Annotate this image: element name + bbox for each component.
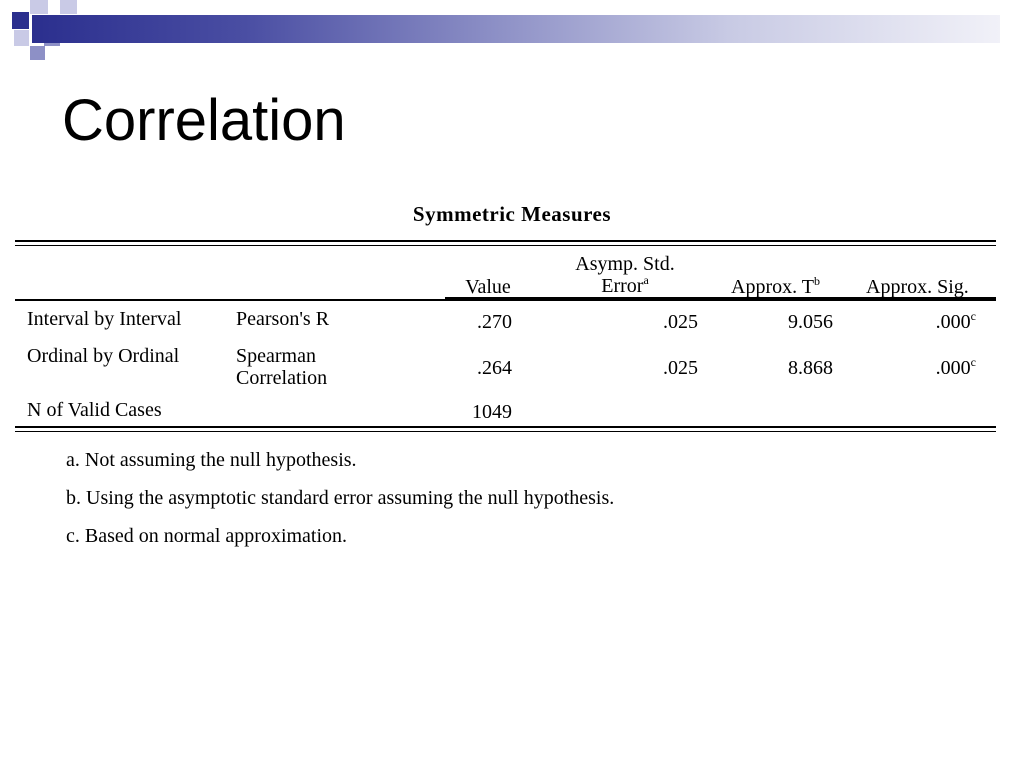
cell-approx-t: 9.056 bbox=[788, 311, 833, 333]
decor-square-light bbox=[14, 30, 29, 46]
footnote-c: c. Based on normal approximation. bbox=[66, 525, 348, 547]
row-measure-label-line2: Correlation bbox=[236, 367, 328, 389]
header-value: Value bbox=[465, 276, 511, 298]
header-asymp-error: Error$^a$ bbox=[601, 273, 649, 297]
header-gradient-bar bbox=[32, 15, 1000, 43]
cell-asymp-error: .025 bbox=[663, 357, 698, 379]
row-group-label: N of Valid Cases bbox=[27, 399, 162, 421]
decor-square-light bbox=[30, 0, 48, 14]
header-approx-t: Approx. $T^b$ bbox=[731, 274, 820, 298]
cell-value: 1049 bbox=[472, 401, 512, 423]
row-group-label: Interval by Interval bbox=[27, 308, 182, 330]
table-top-rule bbox=[15, 240, 996, 242]
cell-approx-t: 8.868 bbox=[788, 357, 833, 379]
cell-value: .264 bbox=[477, 357, 512, 379]
row-measure-label: Spearman bbox=[236, 345, 316, 367]
decor-square-navy bbox=[12, 12, 29, 29]
cell-approx-sig: .000$^c$ bbox=[935, 355, 976, 379]
row-measure-label: Pearson's R bbox=[236, 308, 330, 330]
header-approx-sig: Approx. Sig. bbox=[866, 276, 969, 298]
table-top-rule-inner bbox=[15, 245, 996, 246]
header-asymp-std: Asymp. Std. bbox=[575, 253, 675, 275]
cell-value: .270 bbox=[477, 311, 512, 333]
footnote-b: b. Using the asymptotic standard error assuming the null hypothesis. bbox=[66, 487, 615, 509]
decor-square-light bbox=[60, 0, 77, 14]
decor-square-mid bbox=[30, 46, 45, 60]
cell-asymp-error: .025 bbox=[663, 311, 698, 333]
table-bottom-rule bbox=[15, 426, 996, 428]
table-bottom-rule-inner bbox=[15, 431, 996, 432]
footnote-a: a. Not assuming the null hypothesis. bbox=[66, 449, 357, 471]
row-group-label: Ordinal by Ordinal bbox=[27, 345, 180, 367]
slide-title: Correlation bbox=[62, 88, 346, 153]
cell-approx-sig: .000$^c$ bbox=[935, 309, 976, 333]
table-caption: Symmetric Measures bbox=[412, 202, 612, 226]
